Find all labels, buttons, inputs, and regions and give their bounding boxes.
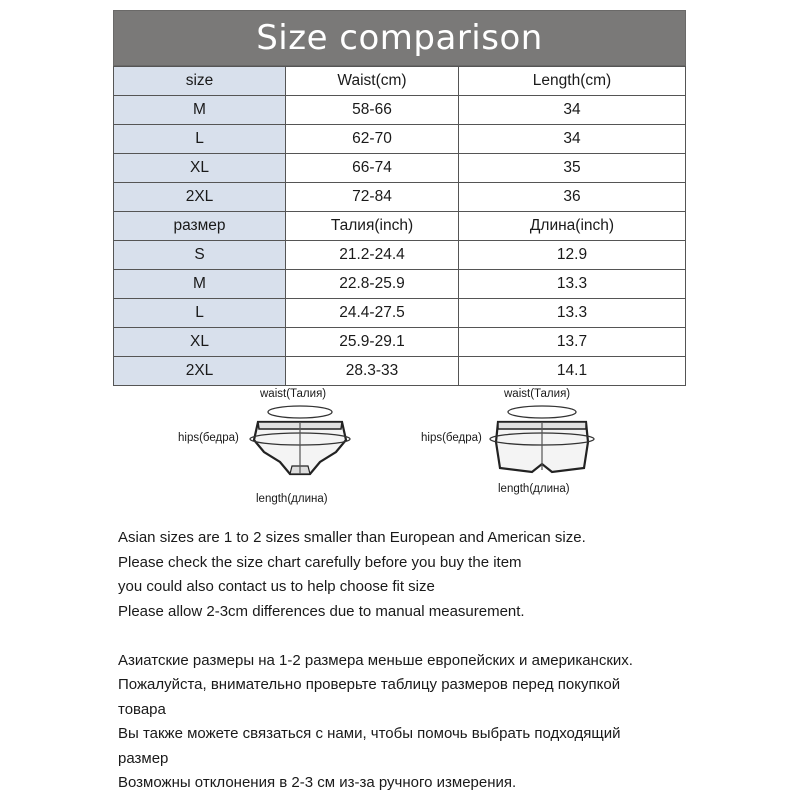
column-header: Длина(inch) [459,212,686,241]
size-cell: M [114,270,286,299]
column-header: Waist(cm) [286,67,459,96]
table-row [114,241,686,270]
note-line: Asian sizes are 1 to 2 sizes smaller than European and American size. [118,529,586,546]
size-cell: M [114,96,286,125]
note-line: Please allow 2-3cm differences due to manual measurement. [118,602,525,620]
size-cell: 2XL [114,357,286,386]
value-cell: 22.8-25.9 [286,270,459,299]
column-header: Length(cm) [459,67,686,96]
value-cell: 72-84 [286,183,459,212]
note-line: товара [118,700,166,718]
value-cell: 36 [459,183,686,212]
table-header-row [114,212,686,241]
note-line: you could also contact us to help choose fit size [118,578,435,595]
value-cell: 58-66 [286,96,459,125]
value-cell: 13.7 [459,328,686,357]
size-table [113,66,686,386]
table-row [114,270,686,299]
table-row [114,125,686,154]
value-cell: 24.4-27.5 [286,299,459,328]
column-header: размер [114,212,286,241]
value-cell: 13.3 [459,299,686,328]
column-header: Талия(inch) [286,212,459,241]
size-cell: S [114,241,286,270]
briefs-diagram [170,382,390,512]
value-cell: 14.1 [459,357,686,386]
note-line: размер [118,749,169,767]
hips-label: hips(бедра) [421,432,482,444]
column-header: size [114,67,286,96]
value-cell: 12.9 [459,241,686,270]
briefs-icon [170,382,390,512]
size-cell: L [114,125,286,154]
value-cell: 21.2-24.4 [286,241,459,270]
table-header-row [114,67,686,96]
value-cell: 34 [459,96,686,125]
value-cell: 35 [459,154,686,183]
value-cell: 34 [459,125,686,154]
size-cell: 2XL [114,183,286,212]
note-line: Вы также можете связаться с нами, чтобы помочь выбрать подходящий [118,725,621,742]
length-label: length(длина) [256,493,328,505]
size-cell: L [114,299,286,328]
value-cell: 25.9-29.1 [286,328,459,357]
table-row [114,154,686,183]
page-title: Size comparison [113,10,686,66]
table-row [114,299,686,328]
note-line: Возможны отклонения в 2-3 см из-за ручного измерения. [118,774,517,791]
notes [118,526,758,796]
note-line: Азиатские размеры на 1-2 размера меньше европейских и американских. [118,651,633,669]
table-row [114,96,686,125]
value-cell: 66-74 [286,154,459,183]
length-label: length(длина) [498,483,570,495]
waist-label: waist(Талия) [260,388,327,400]
note-line: Please check the size chart carefully before you buy the item [118,553,522,571]
hips-label: hips(бедра) [178,432,239,444]
table-row [114,183,686,212]
size-cell: XL [114,154,286,183]
boxers-diagram [418,382,638,512]
note-line: Пожалуйста, внимательно проверьте таблицу размеров перед покупкой [118,676,621,693]
value-cell: 28.3-33 [286,357,459,386]
value-cell: 13.3 [459,270,686,299]
value-cell: 62-70 [286,125,459,154]
boxers-icon [418,382,638,512]
table-row [114,328,686,357]
size-cell: XL [114,328,286,357]
waist-label: waist(Талия) [504,388,571,400]
